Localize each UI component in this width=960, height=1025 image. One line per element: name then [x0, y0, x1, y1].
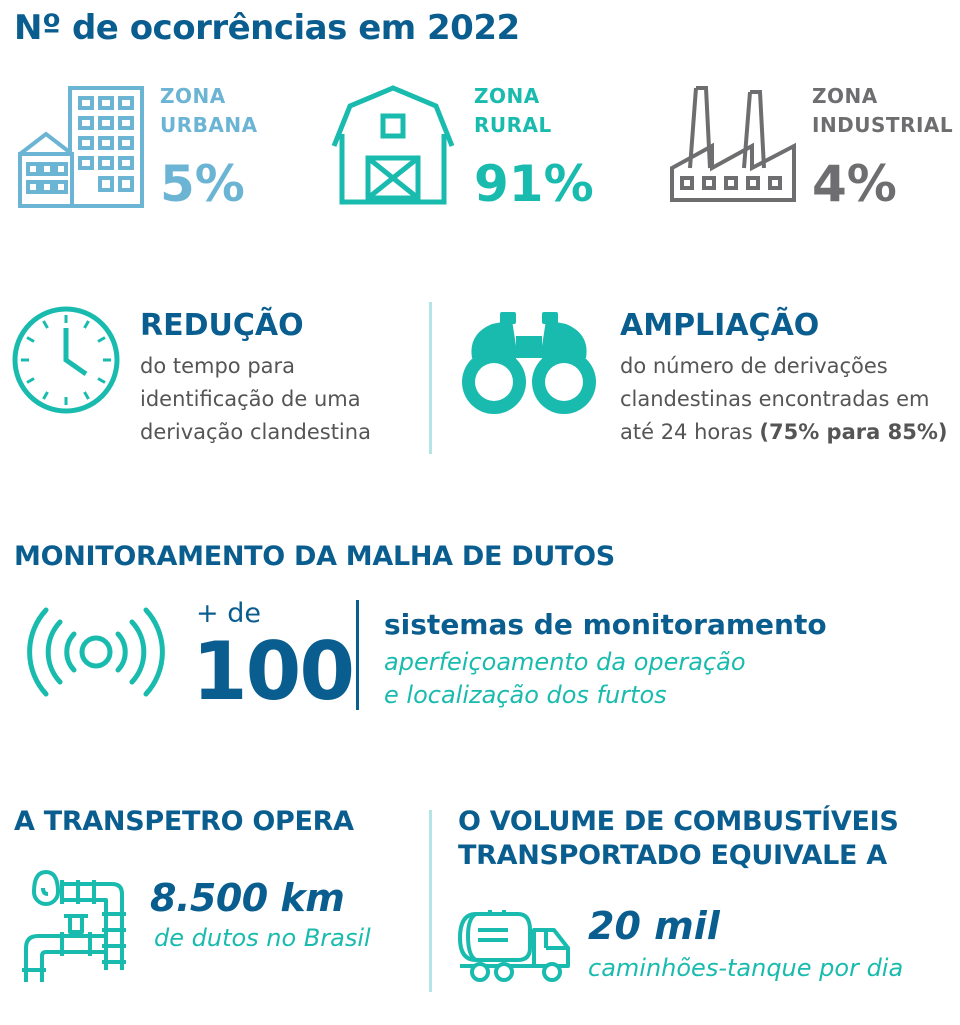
page-title: Nº de ocorrências em 2022	[14, 8, 520, 48]
signal-icon	[24, 602, 168, 702]
zone-industrial-percent: 4%	[812, 155, 897, 213]
volume-value: 20 mil	[588, 904, 720, 948]
divider	[356, 600, 359, 710]
zone-urban-label: ZONA URBANA	[160, 84, 258, 137]
operates-heading: A TRANSPETRO OPERA	[14, 806, 354, 837]
buildings-icon	[16, 84, 146, 212]
monitoring-heading: MONITORAMENTO DA MALHA DE DUTOS	[14, 541, 615, 572]
zone-rural-label: ZONA RURAL	[474, 84, 552, 137]
operates-value: 8.500 km	[150, 876, 345, 920]
reduction-title: REDUÇÃO	[140, 308, 304, 343]
divider	[429, 302, 432, 454]
expansion-text: do número de derivações clandestinas encontradas em até 24 horas (75% para 85%)	[620, 354, 948, 444]
barn-icon	[330, 84, 456, 206]
clock-icon	[10, 304, 122, 416]
expansion-title: AMPLIAÇÃO	[620, 308, 820, 343]
volume-heading: O VOLUME DE COMBUSTÍVEIS TRANSPORTADO EQUIVALE A	[458, 806, 899, 871]
pipeline-icon	[18, 870, 134, 986]
zone-industrial-label: ZONA INDUSTRIAL	[812, 84, 954, 137]
monitoring-prefix: + de	[196, 598, 261, 629]
monitoring-title: sistemas de monitoramento	[384, 608, 827, 641]
volume-subtitle: caminhões-tanque por dia	[588, 954, 904, 982]
binoculars-icon	[454, 306, 604, 418]
expansion-range: (75% para 85%)	[759, 420, 948, 444]
reduction-text: do tempo para identificação de uma derivação clandestina	[140, 354, 371, 444]
zone-urban-percent: 5%	[160, 155, 245, 213]
tanker-truck-icon	[456, 908, 574, 984]
zone-rural-percent: 91%	[474, 155, 594, 213]
monitoring-number: 100	[192, 625, 353, 718]
operates-subtitle: de dutos no Brasil	[154, 924, 371, 952]
monitoring-subtitle: aperfeiçoamento da operação e localização dos furtos	[384, 648, 746, 709]
factory-icon	[668, 82, 798, 208]
divider	[429, 810, 432, 992]
